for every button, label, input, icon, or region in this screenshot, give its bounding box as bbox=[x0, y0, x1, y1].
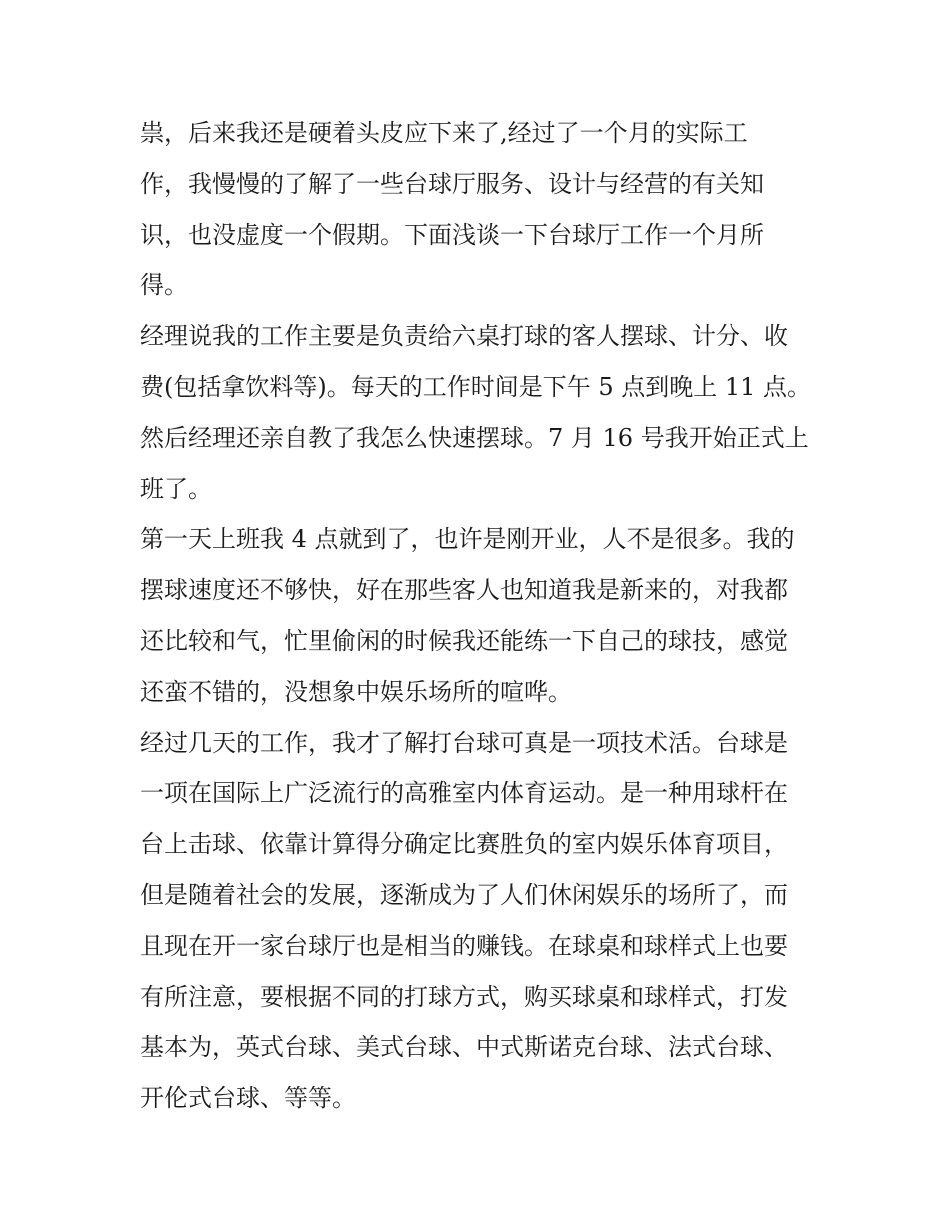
text-line: 摆球速度还不够快，好在那些客人也知道我是新来的，对我都 bbox=[140, 576, 788, 605]
text-line: 识，也没虚度一个假期。下面浅谈一下台球厅工作一个月所 bbox=[140, 220, 764, 249]
text-line: 祟，后来我还是硬着头皮应下来了,经过了一个月的实际工 bbox=[140, 119, 748, 147]
text-line: 费(包括拿饮料等)。每天的工作时间是下午 5 点到晚上 11 点。 bbox=[140, 372, 812, 401]
text-line: 开伦式台球、等等。 bbox=[140, 1084, 356, 1113]
document-body bbox=[140, 108, 812, 1124]
text-line: 经过几天的工作，我才了解打台球可真是一项技术活。台球是 bbox=[140, 728, 788, 757]
text-line: 作，我慢慢的了解了一些台球厅服务、设计与经营的有关知 bbox=[140, 169, 764, 198]
text-line: 且现在开一家台球厅也是相当的赚钱。在球桌和球样式上也要 bbox=[140, 931, 788, 960]
text-line: 班了。 bbox=[140, 474, 212, 503]
text-line: 还比较和气，忙里偷闲的时候我还能练一下自己的球技，感觉 bbox=[140, 626, 788, 655]
text-line: 得。 bbox=[140, 271, 188, 300]
text-line: 第一天上班我 4 点就到了，也许是刚开业，人不是很多。我的 bbox=[140, 525, 795, 554]
text-line: 有所注意，要根据不同的打球方式，购买球桌和球样式，打发 bbox=[140, 982, 788, 1011]
text-line: 台上击球、依靠计算得分确定比赛胜负的室内娱乐体育项目， bbox=[140, 830, 788, 859]
text-line: 基本为，英式台球、美式台球、中式斯诺克台球、法式台球、 bbox=[140, 1033, 788, 1062]
text-line: 一项在国际上广泛流行的高雅室内体育运动。是一种用球杆在 bbox=[140, 779, 788, 808]
text-line: 但是随着社会的发展，逐渐成为了人们休闲娱乐的场所了，而 bbox=[140, 880, 788, 909]
text-line: 然后经理还亲自教了我怎么快速摆球。7 月 16 号我开始正式上 bbox=[140, 423, 809, 452]
text-line: 经理说我的工作主要是负责给六桌打球的客人摆球、计分、收 bbox=[140, 322, 788, 351]
text-line: 还蛮不错的，没想象中娱乐场所的喧哗。 bbox=[140, 677, 572, 706]
